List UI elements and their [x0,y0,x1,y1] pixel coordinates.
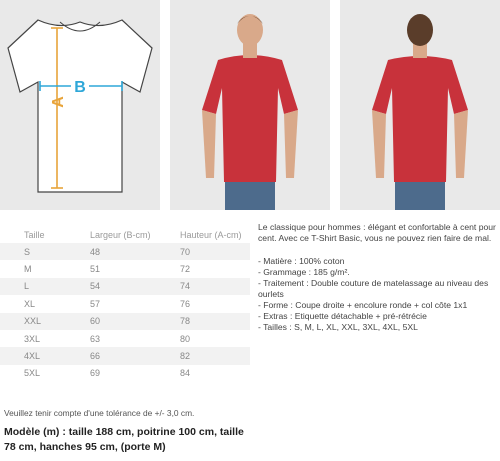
table-row: XXL 60 78 [0,313,250,330]
header-height: Hauteur (A-cm) [180,229,242,240]
table-row: L 54 74 [0,278,250,295]
detail-material: - Matière : 100% coton [258,256,345,266]
header-size: Taille [24,229,45,240]
table-row: M 51 72 [24,264,191,275]
header-width: Largeur (B-cm) [90,229,151,240]
tolerance-note: Veuillez tenir compte d'une tolérance de +/- 3,0 cm. [4,408,195,418]
table-row: 5XL 69 84 [24,368,191,379]
model-info: Modèle (m) : taille 188 cm, poitrine 100 cm, taille 78 cm, hanches 95 cm, (porte M) [4,426,244,453]
table-row: S 48 70 [0,243,250,260]
model-head [237,14,263,46]
model-head-back [407,14,433,46]
measure-b-label: B [74,79,86,96]
size-diagram [0,0,160,210]
detail-extras: - Extras : Etiquette détachable + pré-rétrécie [258,311,427,321]
model-front-photo [170,0,330,210]
tshirt-outline-icon [0,0,160,210]
table-row: 4XL 66 82 [0,347,250,364]
detail-weight: - Grammage : 185 g/m². [258,267,350,277]
product-description [258,222,496,333]
model-back-photo [340,0,500,210]
jeans [225,180,275,210]
size-table-header [0,226,250,243]
description-intro: Le classique pour hommes : élégant et confortable à cent pour cent. Avec ce T-Shirt Basic, vous ne pouvez rien faire de mal. [258,222,496,243]
detail-treatment: - Traitement : Double couture de matelassage au niveau des ourlets [258,278,489,299]
detail-sizes: - Tailles : S, M, L, XL, XXL, 3XL, 4XL, 5XL [258,322,418,332]
measure-a-label: A [50,96,67,108]
red-tshirt-front [202,55,298,182]
table-row: 3XL 63 80 [24,333,191,344]
red-tshirt-back [372,56,468,182]
size-table [0,226,250,382]
detail-shape: - Forme : Coupe droite + encolure ronde + col côte 1x1 [258,300,468,310]
table-row: XL 57 76 [24,298,191,309]
